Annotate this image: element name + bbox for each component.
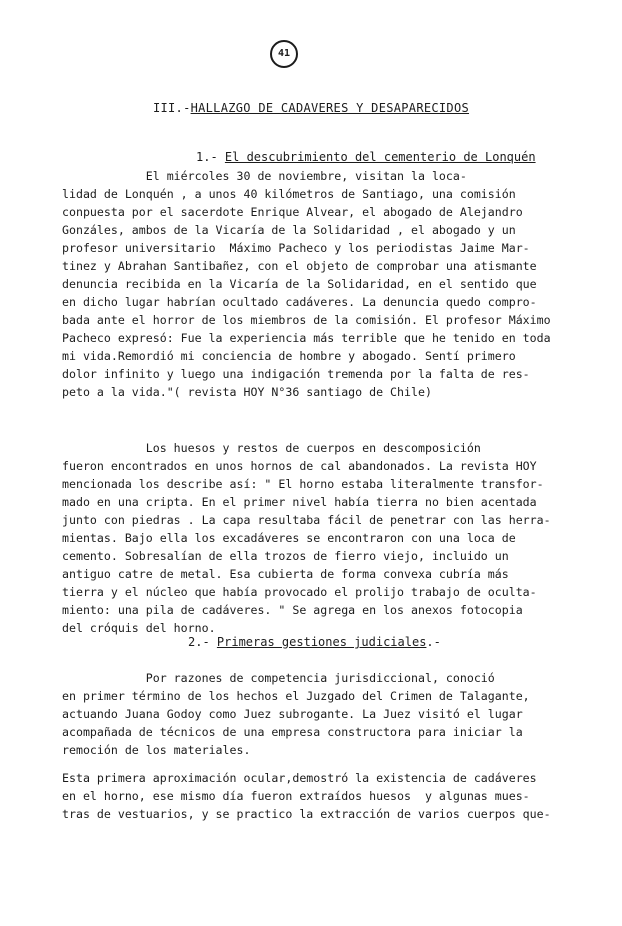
text-line: Pacheco expresó: Fue la experiencia más terrible que he tenido en toda bbox=[62, 331, 551, 345]
text-line: profesor universitario Máximo Pacheco y los periodistas Jaime Mar- bbox=[62, 241, 530, 255]
paragraph-3 bbox=[62, 669, 562, 759]
paragraph-4 bbox=[62, 769, 562, 823]
text-line: denuncia recibida en la Vicaría de la Solidaridad, en el sentido que bbox=[62, 277, 537, 291]
section-1-title: El descubrimiento del cementerio de Lonquén bbox=[224, 150, 536, 164]
text-line: fueron encontrados en unos hornos de cal abandonados. La revista HOY bbox=[62, 459, 537, 473]
section-1-heading bbox=[196, 148, 536, 166]
section-2-number: 2.- bbox=[188, 635, 217, 649]
text-line: mado en una cripta. En el primer nivel había tierra no bien acentada bbox=[62, 495, 537, 509]
text-line: conpuesta por el sacerdote Enrique Alvear, el abogado de Alejandro bbox=[62, 205, 523, 219]
text-line: del cróquis del horno. bbox=[62, 621, 216, 635]
text-line: antiguo catre de metal. Esa cubierta de forma convexa cubría más bbox=[62, 567, 509, 581]
paragraph-2 bbox=[62, 439, 562, 637]
text-line: tras de vestuarios, y se practico la extracción de varios cuerpos que- bbox=[62, 807, 551, 821]
text-line: lidad de Lonquén , a unos 40 kilómetros de Santiago, una comisión bbox=[62, 187, 516, 201]
text-line: Esta primera aproximación ocular,demostró la existencia de cadáveres bbox=[62, 771, 537, 785]
chapter-title-text: HALLAZGO DE CADAVERES Y DESAPARECIDOS bbox=[190, 101, 470, 115]
text-line: actuando Juana Godoy como Juez subrogante. La Juez visitó el lugar bbox=[62, 707, 523, 721]
text-line: en el horno, ese mismo día fueron extraídos huesos y algunas mues- bbox=[62, 789, 530, 803]
text-line: cemento. Sobresalían de ella trozos de fierro viejo, incluido un bbox=[62, 549, 509, 563]
chapter-title bbox=[0, 99, 622, 117]
section-2-title: Primeras gestiones judiciales bbox=[216, 635, 427, 649]
section-2-suffix: .- bbox=[426, 635, 441, 649]
chapter-number: III.- bbox=[152, 101, 191, 115]
text-line: bada ante el horror de los miembros de la comisión. El profesor Máximo bbox=[62, 313, 551, 327]
text-line: en dicho lugar habrían ocultado cadáveres. La denuncia quedo compro- bbox=[62, 295, 537, 309]
text-line: peto a la vida."( revista HOY N°36 santiago de Chile) bbox=[62, 385, 432, 399]
text-line: remoción de los materiales. bbox=[62, 743, 251, 757]
text-line: El miércoles 30 de noviembre, visitan la loca- bbox=[62, 169, 467, 183]
text-line: mencionada los describe así: " El horno estaba literalmente transfor- bbox=[62, 477, 544, 491]
text-line: Gonzáles, ambos de la Vicaría de la Solidaridad , el abogado y un bbox=[62, 223, 516, 237]
paragraph-1 bbox=[62, 167, 562, 401]
text-line: acompañada de técnicos de una empresa constructora para iniciar la bbox=[62, 725, 523, 739]
text-line: mi vida.Remordió mi conciencia de hombre y abogado. Sentí primero bbox=[62, 349, 516, 363]
section-1-number: 1.- bbox=[196, 150, 225, 164]
text-line: dolor infinito y luego una indigación tremenda por la falta de res- bbox=[62, 367, 530, 381]
text-line: tierra y el núcleo que había provocado el prolijo trabajo de oculta- bbox=[62, 585, 537, 599]
text-line: miento: una pila de cadáveres. " Se agrega en los anexos fotocopia bbox=[62, 603, 523, 617]
text-line: junto con piedras . La capa resultaba fácil de penetrar con las herra- bbox=[62, 513, 551, 527]
section-2-heading bbox=[188, 633, 441, 651]
text-line: en primer término de los hechos el Juzgado del Crimen de Talagante, bbox=[62, 689, 530, 703]
text-line: mientas. Bajo ella los excadáveres se encontraron con una loca de bbox=[62, 531, 516, 545]
text-line: Por razones de competencia jurisdiccional, conoció bbox=[62, 671, 495, 685]
page-number-stamp: 41 bbox=[270, 40, 298, 68]
text-line: tinez y Abrahan Santibañez, con el objeto de comprobar una atismante bbox=[62, 259, 537, 273]
text-line: Los huesos y restos de cuerpos en descomposición bbox=[62, 441, 481, 455]
